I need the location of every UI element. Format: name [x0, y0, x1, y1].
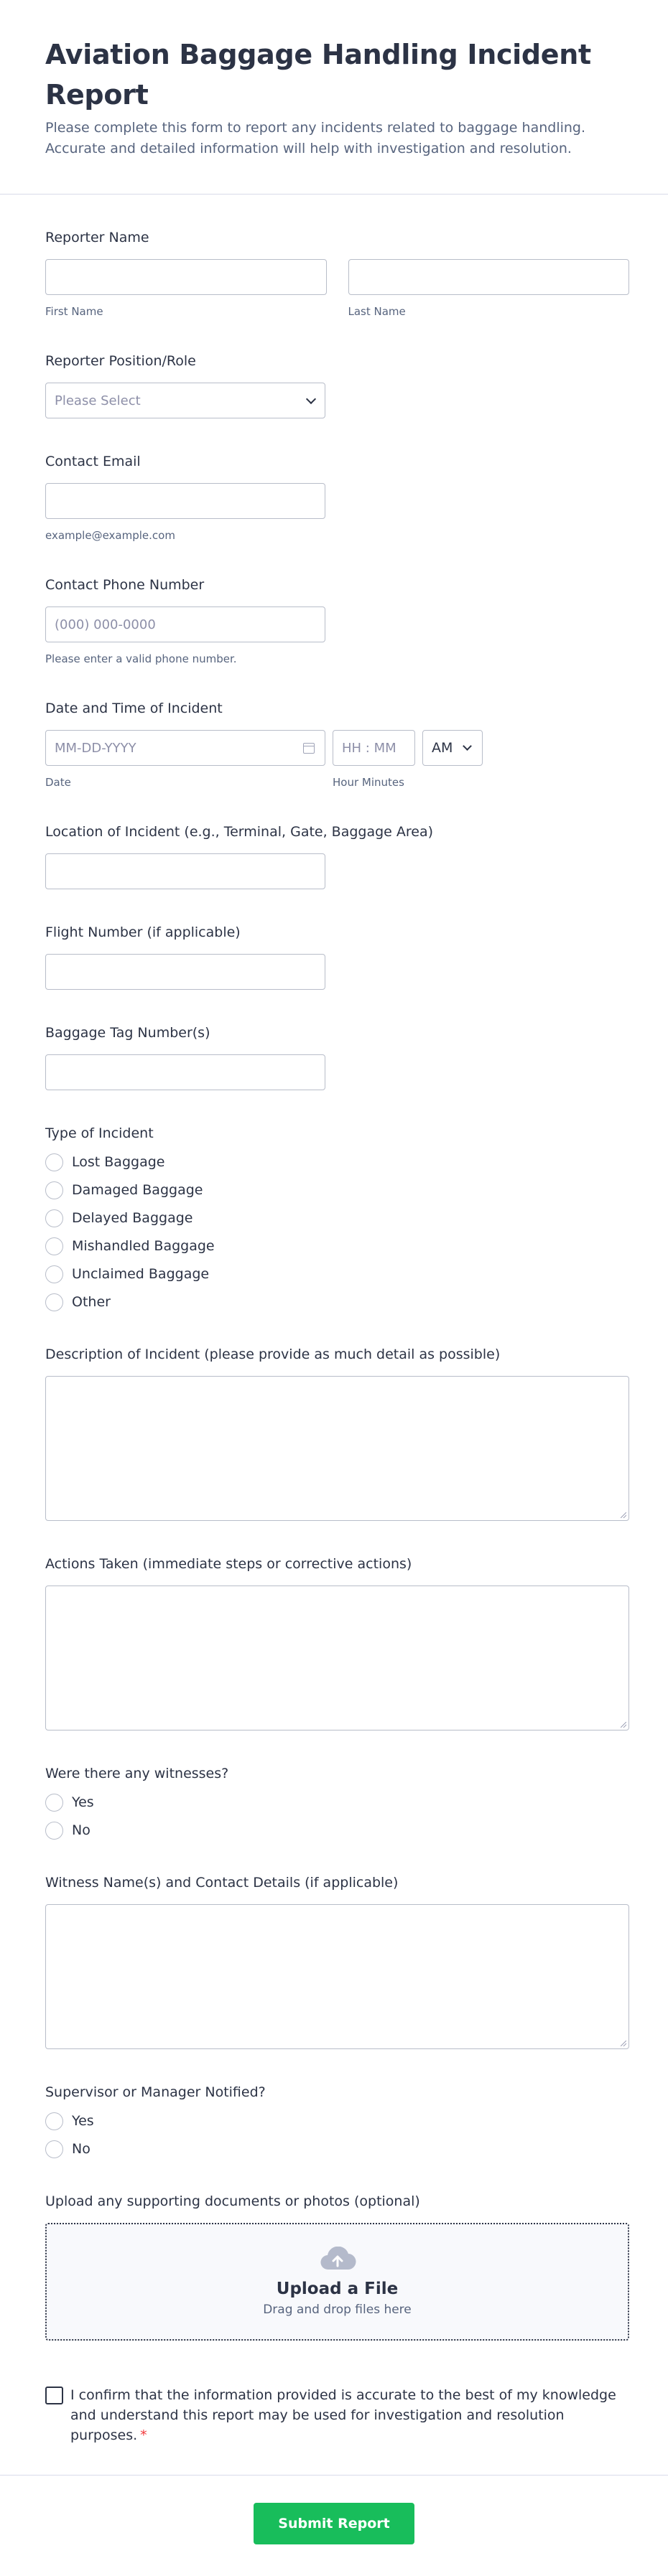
- witness-details-textarea[interactable]: [45, 1904, 629, 2049]
- radio-label: No: [72, 1822, 91, 1838]
- form-footer: [0, 2475, 668, 2576]
- location-question: [45, 822, 629, 889]
- radio-button[interactable]: [45, 1153, 63, 1171]
- resize-handle-icon[interactable]: [621, 1722, 626, 1728]
- radio-option[interactable]: [45, 1209, 629, 1227]
- actions-question: [45, 1554, 629, 1730]
- consent-question: [45, 2385, 629, 2445]
- radio-label: Mishandled Baggage: [72, 1238, 215, 1254]
- supervisor-label: Supervisor or Manager Notified?: [45, 2084, 266, 2100]
- consent-checkbox[interactable]: [45, 2387, 63, 2404]
- upload-question: [45, 2191, 629, 2341]
- radio-label: Unclaimed Baggage: [72, 1266, 210, 1282]
- date-input[interactable]: [45, 730, 325, 766]
- upload-title: Upload a File: [276, 2280, 399, 2298]
- phone-sublabel: Please enter a valid phone number.: [45, 652, 237, 665]
- time-input[interactable]: [333, 730, 415, 766]
- page-title: Aviation Baggage Handling Incident Report: [45, 39, 591, 111]
- radio-option[interactable]: [45, 1237, 629, 1255]
- calendar-icon[interactable]: [303, 743, 315, 754]
- phone-question: [45, 575, 629, 665]
- radio-option[interactable]: [45, 1293, 629, 1311]
- incident-type-label: Type of Incident: [45, 1125, 154, 1141]
- witnesses-question: [45, 1764, 629, 1840]
- datetime-label: Date and Time of Incident: [45, 701, 223, 716]
- email-sublabel: example@example.com: [45, 529, 175, 542]
- location-label: Location of Incident (e.g., Terminal, Gate, Baggage Area): [45, 824, 434, 840]
- date-sublabel: Date: [45, 776, 71, 789]
- incident-type-question: [45, 1123, 629, 1311]
- flight-label: Flight Number (if applicable): [45, 924, 241, 940]
- tag-label: Baggage Tag Number(s): [45, 1025, 210, 1041]
- radio-button[interactable]: [45, 1293, 63, 1311]
- submit-report-button[interactable]: Submit Report: [254, 2503, 414, 2544]
- position-label: Reporter Position/Role: [45, 353, 196, 369]
- radio-option[interactable]: [45, 1794, 629, 1812]
- radio-button[interactable]: [45, 1181, 63, 1199]
- last-name-sublabel: Last Name: [348, 305, 406, 318]
- actions-textarea[interactable]: [45, 1586, 629, 1730]
- tag-question: [45, 1023, 629, 1090]
- chevron-down-icon: [306, 394, 316, 404]
- position-question: [45, 351, 629, 418]
- form-header: [0, 0, 668, 195]
- radio-button[interactable]: [45, 1822, 63, 1840]
- file-upload-dropzone[interactable]: [45, 2223, 629, 2341]
- radio-label: Damaged Baggage: [72, 1182, 203, 1198]
- page-subtitle: Please complete this form to report any incidents related to baggage handling. Accurate and detailed information will help with investigation and resolution.: [45, 120, 586, 156]
- radio-button[interactable]: [45, 1209, 63, 1227]
- witness-details-question: [45, 1873, 629, 2049]
- chevron-down-icon: [463, 741, 472, 751]
- email-label: Contact Email: [45, 454, 141, 469]
- first-name-input[interactable]: [45, 259, 327, 295]
- radio-button[interactable]: [45, 1265, 63, 1283]
- flight-number-input[interactable]: [45, 954, 325, 990]
- resize-handle-icon[interactable]: [621, 2041, 626, 2046]
- radio-button[interactable]: [45, 2112, 63, 2130]
- required-asterisk: *: [140, 2427, 147, 2443]
- upload-subtitle: Drag and drop files here: [263, 2303, 412, 2317]
- flight-question: [45, 922, 629, 990]
- time-sublabel: Hour Minutes: [333, 776, 404, 789]
- witnesses-label: Were there any witnesses?: [45, 1766, 229, 1781]
- radio-label: No: [72, 2141, 91, 2157]
- incident-form: [0, 228, 668, 2445]
- ampm-value: AM: [432, 740, 453, 756]
- radio-button[interactable]: [45, 2140, 63, 2158]
- witness-details-label: Witness Name(s) and Contact Details (if applicable): [45, 1875, 399, 1891]
- datetime-question: [45, 698, 629, 789]
- consent-text: I confirm that the information provided is accurate to the best of my knowledge and understand this report may be used for investigation and resolution purposes.: [70, 2387, 616, 2443]
- actions-label: Actions Taken (immediate steps or corrective actions): [45, 1556, 412, 1572]
- radio-label: Yes: [72, 1794, 94, 1810]
- phone-input[interactable]: [45, 606, 325, 642]
- consent-text-wrap[interactable]: [70, 2385, 629, 2445]
- radio-option[interactable]: [45, 2140, 629, 2158]
- date-placeholder: MM-DD-YYYY: [55, 740, 136, 756]
- first-name-sublabel: First Name: [45, 305, 103, 318]
- supervisor-question: [45, 2082, 629, 2158]
- radio-option[interactable]: [45, 1265, 629, 1283]
- resize-handle-icon[interactable]: [621, 1512, 626, 1518]
- upload-label: Upload any supporting documents or photos (optional): [45, 2193, 420, 2209]
- radio-option[interactable]: [45, 1822, 629, 1840]
- ampm-select[interactable]: [422, 730, 483, 766]
- radio-option[interactable]: [45, 1153, 629, 1171]
- last-name-input[interactable]: [348, 259, 630, 295]
- email-question: [45, 451, 629, 542]
- baggage-tag-input[interactable]: [45, 1054, 325, 1090]
- position-select-value: Please Select: [55, 393, 141, 408]
- position-select[interactable]: [45, 383, 325, 418]
- radio-label: Other: [72, 1294, 111, 1310]
- radio-option[interactable]: [45, 1181, 629, 1199]
- reporter-name-label: Reporter Name: [45, 230, 149, 245]
- radio-button[interactable]: [45, 1794, 63, 1812]
- time-placeholder: HH : MM: [342, 740, 396, 756]
- radio-button[interactable]: [45, 1237, 63, 1255]
- description-textarea[interactable]: [45, 1376, 629, 1521]
- description-question: [45, 1344, 629, 1521]
- radio-label: Delayed Baggage: [72, 1210, 193, 1226]
- cloud-upload-icon: [319, 2247, 356, 2271]
- phone-label: Contact Phone Number: [45, 577, 205, 593]
- location-input[interactable]: [45, 853, 325, 889]
- radio-option[interactable]: [45, 2112, 629, 2130]
- radio-label: Yes: [72, 2113, 94, 2129]
- email-input[interactable]: [45, 483, 325, 519]
- reporter-name-question: [45, 228, 629, 318]
- description-label: Description of Incident (please provide as much detail as possible): [45, 1346, 501, 1362]
- radio-label: Lost Baggage: [72, 1154, 165, 1170]
